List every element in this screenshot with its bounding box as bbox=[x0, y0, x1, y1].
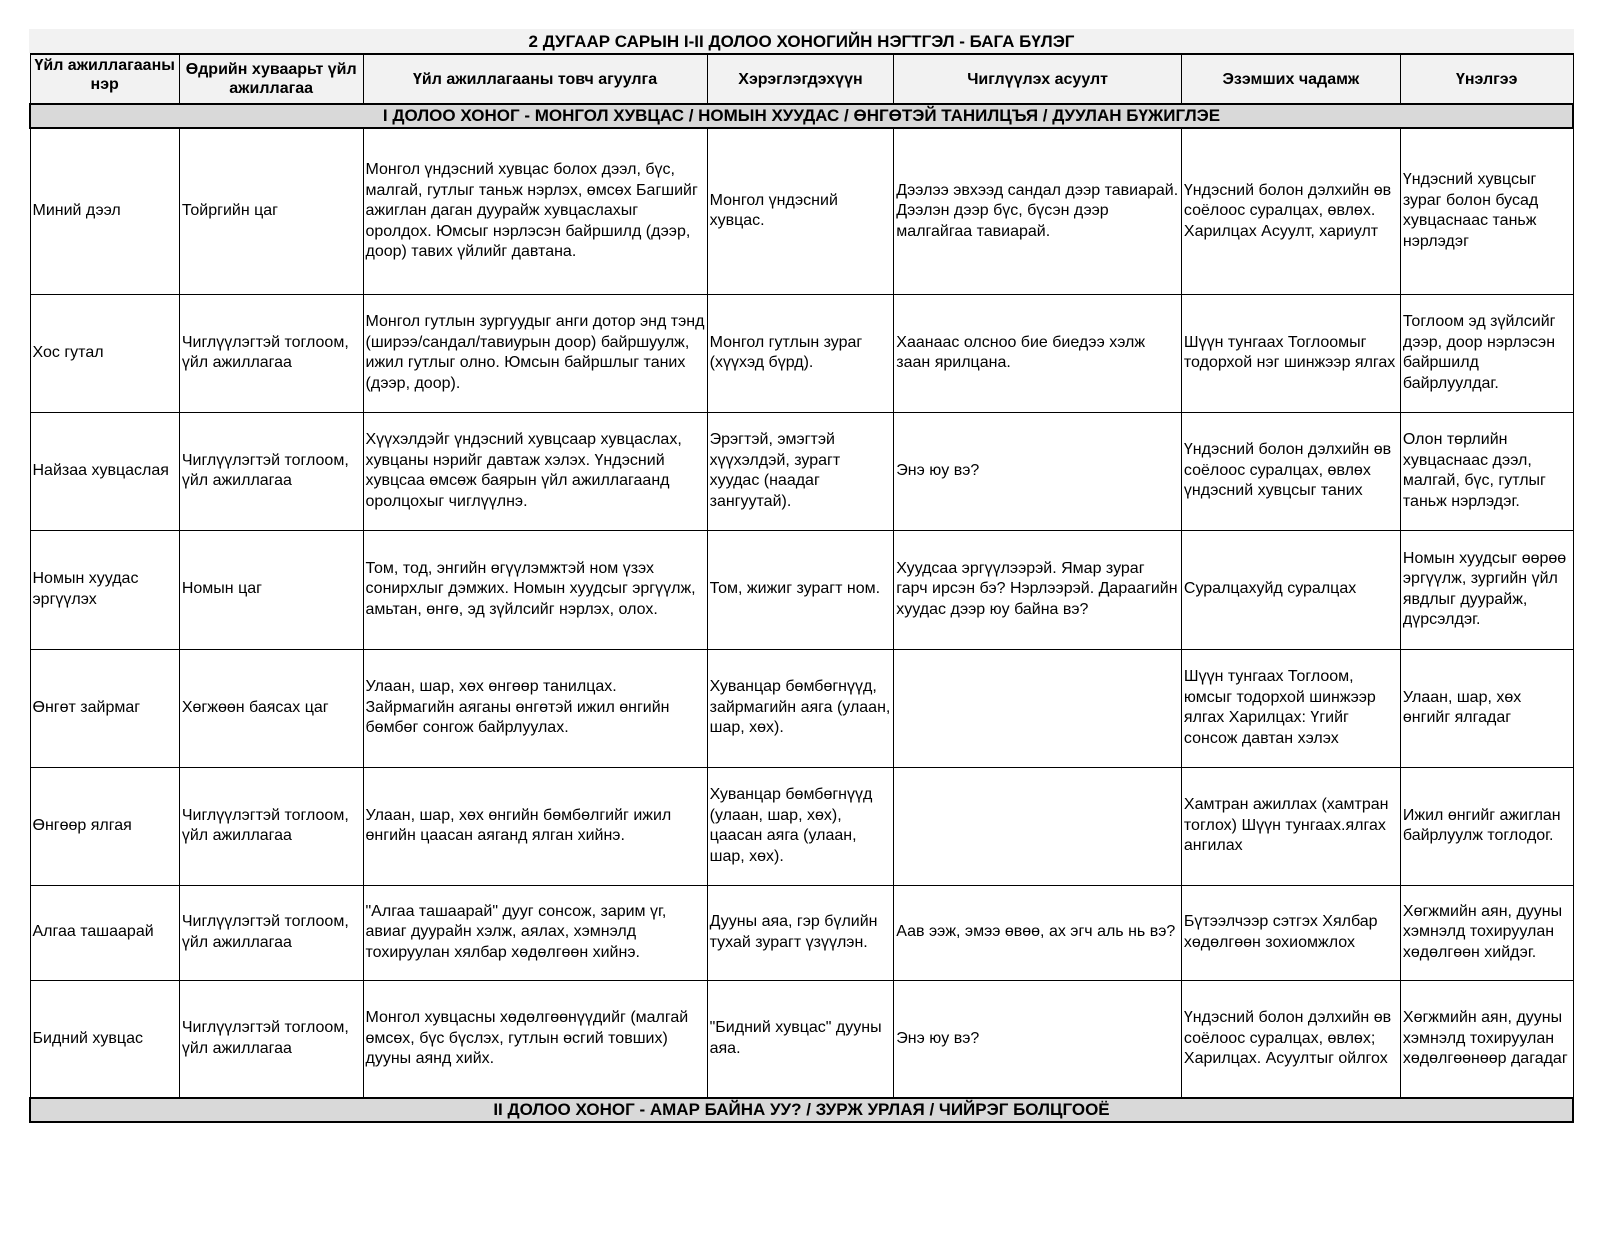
cell-materials: Том, жижиг зурагт ном. bbox=[707, 530, 894, 649]
cell-competence: Үндэсний болон дэлхийн өв соёлоос суралцах, өвлөх. Харилцах Асуулт, хариулт bbox=[1181, 128, 1400, 294]
cell-assessment: Хөгжмийн аян, дууны хэмнэлд тохируулан хөдөлгөөн хийдэг. bbox=[1400, 885, 1573, 980]
cell-question: Аав ээж, эмээ өвөө, ах эгч аль нь вэ? bbox=[894, 885, 1182, 980]
cell-name: Миний дээл bbox=[30, 128, 179, 294]
header-materials: Хэрэглэгдэхүүн bbox=[707, 54, 894, 104]
week-2-row bbox=[30, 1098, 1573, 1122]
cell-question bbox=[894, 649, 1182, 767]
cell-name: Хос гутал bbox=[30, 294, 179, 412]
cell-materials: Хуванцар бөмбөгнүүд (улаан, шар, хөх), цаасан аяга (улаан, шар, хөх). bbox=[707, 767, 894, 885]
cell-assessment: Олон төрлийн хувцаснаас дээл, малгай, бүс, гутлыг таньж нэрлэдэг. bbox=[1400, 412, 1573, 530]
cell-materials: Дууны аяа, гэр бүлийн тухай зурагт үзүүлэн. bbox=[707, 885, 894, 980]
cell-schedule: Чиглүүлэгтэй тоглоом, үйл ажиллагаа bbox=[179, 412, 363, 530]
header-competence: Эзэмших чадамж bbox=[1181, 54, 1400, 104]
cell-assessment: Номын хуудсыг өөрөө эргүүлж, зургийн үйл явдлыг дуурайж, дүрсэлдэг. bbox=[1400, 530, 1573, 649]
cell-name: Бидний хувцас bbox=[30, 980, 179, 1098]
table-row bbox=[30, 649, 1573, 767]
table-row bbox=[30, 980, 1573, 1098]
cell-schedule: Номын цаг bbox=[179, 530, 363, 649]
cell-name: Номын хуудас эргүүлэх bbox=[30, 530, 179, 649]
cell-materials: "Бидний хувцас" дууны аяа. bbox=[707, 980, 894, 1098]
cell-content: Монгол хувцасны хөдөлгөөнүүдийг (малгай өмсөх, бүс бүслэх, гутлын өсгий товших) дууны аянд хийх. bbox=[363, 980, 707, 1098]
cell-schedule: Чиглүүлэгтэй тоглоом, үйл ажиллагаа bbox=[179, 885, 363, 980]
cell-materials: Хуванцар бөмбөгнүүд, зайрмагийн аяга (улаан, шар, хөх). bbox=[707, 649, 894, 767]
header-assessment: Үнэлгээ bbox=[1400, 54, 1573, 104]
cell-assessment: Улаан, шар, хөх өнгийг ялгадаг bbox=[1400, 649, 1573, 767]
cell-materials: Монгол үндэсний хувцас. bbox=[707, 128, 894, 294]
week-1-heading: I ДОЛОО ХОНОГ - МОНГОЛ ХУВЦАС / НОМЫН ХУУДАС / ӨНГӨТЭЙ ТАНИЛЦЪЯ / ДУУЛАН БҮЖИГЛЭЕ bbox=[30, 104, 1573, 128]
cell-question: Дээлээ эвхээд сандал дээр тавиарай. Дээлэн дээр бүс, бүсэн дээр малгайгаа тавиарай. bbox=[894, 128, 1182, 294]
cell-schedule: Чиглүүлэгтэй тоглоом, үйл ажиллагаа bbox=[179, 294, 363, 412]
cell-name: Өнгөт зайрмаг bbox=[30, 649, 179, 767]
cell-content: Монгол үндэсний хувцас болох дээл, бүс, малгай, гутлыг таньж нэрлэх, өмсөх Багшийг ажиглан даган дуурайж хувцаслахыг оролдох. Юмсыг нэрлэсэн байршилд (дээр, доор) тавих үйлийг давтана. bbox=[363, 128, 707, 294]
cell-question: Хаанаас олсноо бие биедээ хэлж заан ярилцана. bbox=[894, 294, 1182, 412]
cell-content: Улаан, шар, хөх өнгийн бөмбөлгийг ижил өнгийн цаасан аяганд ялган хийнэ. bbox=[363, 767, 707, 885]
plan-table bbox=[29, 53, 1574, 1123]
cell-question: Энэ юу вэ? bbox=[894, 980, 1182, 1098]
cell-name: Алгаа ташаарай bbox=[30, 885, 179, 980]
cell-competence: Суралцахуйд суралцах bbox=[1181, 530, 1400, 649]
table-header-row bbox=[30, 54, 1573, 104]
week-1-row bbox=[30, 104, 1573, 128]
cell-question bbox=[894, 767, 1182, 885]
header-question: Чиглүүлэх асуулт bbox=[894, 54, 1182, 104]
header-content: Үйл ажиллагааны товч агуулга bbox=[363, 54, 707, 104]
header-schedule: Өдрийн хуваарьт үйл ажиллагаа bbox=[179, 54, 363, 104]
cell-schedule: Тойргийн цаг bbox=[179, 128, 363, 294]
header-activity-name: Үйл ажиллагааны нэр bbox=[30, 54, 179, 104]
table-row bbox=[30, 128, 1573, 294]
cell-schedule: Хөгжөөн баясах цаг bbox=[179, 649, 363, 767]
cell-competence: Хамтран ажиллах (хамтран тоглох) Шүүн тунгаах.ялгах ангилах bbox=[1181, 767, 1400, 885]
cell-name: Өнгөөр ялгая bbox=[30, 767, 179, 885]
table-row bbox=[30, 885, 1573, 980]
cell-competence: Үндэсний болон дэлхийн өв соёлоос суралцах, өвлөх; Харилцах. Асуултыг ойлгох bbox=[1181, 980, 1400, 1098]
table-row bbox=[30, 412, 1573, 530]
cell-assessment: Тоглоом эд зүйлсийг дээр, доор нэрлэсэн байршилд байрлуулдаг. bbox=[1400, 294, 1573, 412]
cell-question: Хуудсаа эргүүлээрэй. Ямар зураг гарч ирсэн бэ? Нэрлээрэй. Дараагийн хуудас дээр юу байна вэ? bbox=[894, 530, 1182, 649]
cell-content: "Алгаа ташаарай" дууг сонсож, зарим үг, авиаг дуурайн хэлж, аялах, хэмнэлд тохируулан хялбар хөдөлгөөн хийнэ. bbox=[363, 885, 707, 980]
cell-competence: Бүтээлчээр сэтгэх Хялбар хөдөлгөөн зохиомжлох bbox=[1181, 885, 1400, 980]
cell-competence: Үндэсний болон дэлхийн өв соёлоос суралцах, өвлөх үндэсний хувцсыг таних bbox=[1181, 412, 1400, 530]
cell-question: Энэ юу вэ? bbox=[894, 412, 1182, 530]
table-row bbox=[30, 767, 1573, 885]
week-2-heading: II ДОЛОО ХОНОГ - АМАР БАЙНА УУ? / ЗУРЖ УРЛАЯ / ЧИЙРЭГ БОЛЦГООЁ bbox=[30, 1098, 1573, 1122]
cell-content: Том, тод, энгийн өгүүлэмжтэй ном үзэх сонирхлыг дэмжих. Номын хуудсыг эргүүлж, амьтан, өнгө, эд зүйлсийг нэрлэх, олох. bbox=[363, 530, 707, 649]
cell-content: Монгол гутлын зургуудыг анги дотор энд тэнд (ширээ/сандал/тавиурын доор) байршуулж, ижил гутлыг олно. Юмсын байршлыг таних (дээр, доор). bbox=[363, 294, 707, 412]
cell-assessment: Үндэсний хувцсыг зураг болон бусад хувцаснаас таньж нэрлэдэг bbox=[1400, 128, 1573, 294]
table-row bbox=[30, 294, 1573, 412]
cell-schedule: Чиглүүлэгтэй тоглоом, үйл ажиллагаа bbox=[179, 980, 363, 1098]
cell-competence: Шүүн тунгаах Тоглоом, юмсыг тодорхой шинжээр ялгах Харилцах: Үгийг сонсож давтан хэлэх bbox=[1181, 649, 1400, 767]
cell-competence: Шүүн тунгаах Тоглоомыг тодорхой нэг шинжээр ялгах bbox=[1181, 294, 1400, 412]
cell-materials: Эрэгтэй, эмэгтэй хүүхэлдэй, зурагт хуудас (наадаг зангуутай). bbox=[707, 412, 894, 530]
cell-assessment: Ижил өнгийг ажиглан байрлуулж тоглодог. bbox=[1400, 767, 1573, 885]
document-title: 2 ДУГААР САРЫН I-II ДОЛОО ХОНОГИЙН НЭГТГЭЛ - БАГА БҮЛЭГ bbox=[29, 29, 1574, 53]
document-sheet bbox=[29, 29, 1574, 1123]
cell-content: Улаан, шар, хөх өнгөөр танилцах. Зайрмагийн аяганы өнгөтэй ижил өнгийн бөмбөг сонгож байрлуулах. bbox=[363, 649, 707, 767]
cell-materials: Монгол гутлын зураг (хүүхэд бүрд). bbox=[707, 294, 894, 412]
table-row bbox=[30, 530, 1573, 649]
cell-content: Хүүхэлдэйг үндэсний хувцсаар хувцаслах, хувцаны нэрийг давтаж хэлэх. Үндэсний хувцсаа өмсөж баярын үйл ажиллагаанд оролцохыг чиглүүлнэ. bbox=[363, 412, 707, 530]
cell-name: Найзаа хувцаслая bbox=[30, 412, 179, 530]
cell-schedule: Чиглүүлэгтэй тоглоом, үйл ажиллагаа bbox=[179, 767, 363, 885]
cell-assessment: Хөгжмийн аян, дууны хэмнэлд тохируулан хөдөлгөөнөөр дагадаг bbox=[1400, 980, 1573, 1098]
